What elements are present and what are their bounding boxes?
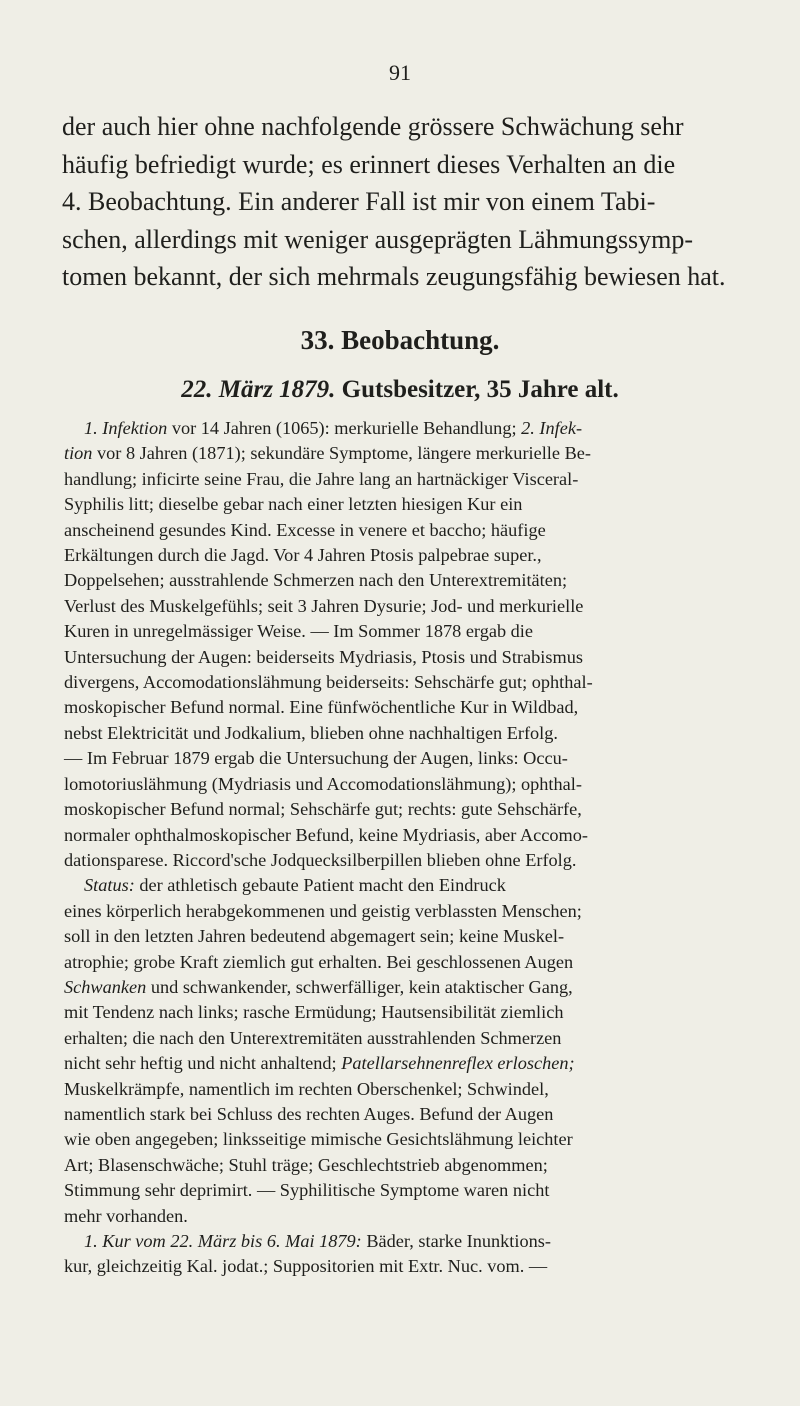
text-line [64, 1051, 724, 1076]
case-header [0, 370, 800, 410]
text-line: Doppelsehen; ausstrahlende Schmerzen nach den Unterextremitäten; [64, 570, 568, 591]
text-line: Untersuchung der Augen: beiderseits Mydriasis, Ptosis und Strabismus [64, 646, 583, 667]
text-line: normaler ophthalmoskopischer Befund, keine Mydriasis, aber Accomo- [64, 824, 588, 845]
italic-term: Schwanken [64, 976, 147, 997]
text-line: handlung; inficirte seine Frau, die Jahre lang an hartnäckiger Visceral- [64, 468, 579, 489]
text-run: vor 14 Jahren (1065): merkurielle Behandlung; [167, 418, 522, 438]
page-number: 91 [389, 60, 411, 85]
text-line: nebst Elektricität und Jodkalium, blieben ohne nachhaltigen Erfolg. [64, 722, 558, 743]
text-run: der athletisch gebaute Patient macht den Eindruck [134, 875, 506, 896]
text-line [64, 975, 724, 1000]
italic-term: tion [64, 443, 93, 464]
text-line: Stimmung sehr deprimirt. — Syphilitische Symptome waren nicht [64, 1180, 550, 1201]
text-line: Erkältungen durch die Jagd. Vor 4 Jahren Ptosis palpebrae super., [64, 545, 542, 566]
text-line: divergens, Accomodationslähmung beiderseits: Sehschärfe gut; ophthal- [64, 672, 593, 693]
text-run: nicht sehr heftig und nicht anhaltend; [64, 1053, 342, 1074]
italic-term: Status: [84, 875, 135, 896]
case-description: Gutsbesitzer, 35 Jahre alt. [341, 376, 619, 403]
lead-paragraph [62, 108, 726, 296]
text-line: Kuren in unregelmässiger Weise. — Im Sommer 1878 ergab die [64, 621, 533, 642]
text-line [64, 873, 724, 898]
text-line: moskopischer Befund normal; Sehschärfe gut; rechts: gute Sehschärfe, [64, 799, 582, 820]
text-line: kur, gleichzeitig Kal. jodat.; Suppositorien mit Extr. Nuc. vom. — [64, 1256, 548, 1277]
text-line [64, 441, 724, 466]
text-line [64, 1229, 724, 1254]
text-line: häufig befriedigt wurde; es erinnert dieses Verhalten an die [62, 149, 676, 179]
italic-term: Patellarsehnenreflex erloschen; [341, 1053, 575, 1074]
text-line: soll in den letzten Jahren bedeutend abgemagert sein; keine Muskel- [64, 926, 565, 947]
text-line: schen, allerdings mit weniger ausgeprägten Lähmungssymp- [62, 224, 694, 254]
text-line: mit Tendenz nach links; rasche Ermüdung; Hautsensibilität ziemlich [64, 1002, 564, 1023]
text-line: 4. Beobachtung. Ein anderer Fall ist mir von einem Tabi- [62, 187, 656, 216]
case-date: 22. März 1879. [181, 376, 336, 403]
text-line: anscheinend gesundes Kind. Excesse in venere et baccho; häufige [64, 519, 546, 540]
text-line: atrophie; grobe Kraft ziemlich gut erhalten. Bei geschlossenen Augen [64, 951, 574, 972]
text-line: namentlich stark bei Schluss des rechten Auges. Befund der Augen [64, 1103, 554, 1124]
heading-text: 33. Beobachtung. [300, 325, 500, 355]
text-line: lomotoriuslähmung (Mydriasis und Accomodationslähmung); ophthal- [64, 773, 582, 794]
text-line: erhalten; die nach den Unterextremitäten ausstrahlenden Schmerzen [64, 1027, 562, 1048]
case-report [64, 416, 724, 1280]
text-run: und schwankender, schwerfälliger, kein ataktischer Gang, [146, 976, 573, 997]
text-run: Bäder, starke Inunktions- [361, 1231, 551, 1251]
text-line [64, 416, 724, 441]
text-line: — Im Februar 1879 ergab die Untersuchung der Augen, links: Occu- [64, 748, 568, 769]
section-heading [0, 320, 800, 360]
text-line: mehr vorhanden. [64, 1205, 188, 1226]
text-line: wie oben angegeben; linksseitige mimische Gesichtslähmung leichter [64, 1129, 573, 1150]
text-line: tomen bekannt, der sich mehrmals zeugungsfähig bewiesen hat. [62, 262, 726, 291]
italic-term: 2. Infek- [521, 418, 583, 438]
text-line: Verlust des Muskelgefühls; seit 3 Jahren Dysurie; Jod- und merkurielle [64, 595, 584, 616]
text-line: eines körperlich herabgekommenen und geistig verblassten Menschen; [64, 900, 582, 921]
text-line: moskopischer Befund normal. Eine fünfwöchentliche Kur in Wildbad, [64, 697, 579, 718]
text-line: Syphilis litt; dieselbe gebar nach einer letzten hiesigen Kur ein [64, 494, 523, 515]
text-line: Art; Blasenschwäche; Stuhl träge; Geschlechtstrieb abgenommen; [64, 1154, 548, 1175]
text-line: Muskelkrämpfe, namentlich im rechten Oberschenkel; Schwindel, [64, 1078, 549, 1099]
italic-term: 1. Infektion [84, 418, 168, 438]
text-line: der auch hier ohne nachfolgende grössere Schwächung sehr [62, 112, 684, 141]
text-line: dationsparese. Riccord'sche Jodquecksilberpillen blieben ohne Erfolg. [64, 849, 577, 870]
text-run: vor 8 Jahren (1871); sekundäre Symptome, längere merkurielle Be- [92, 443, 591, 464]
italic-term: 1. Kur vom 22. März bis 6. Mai 1879: [84, 1231, 362, 1251]
